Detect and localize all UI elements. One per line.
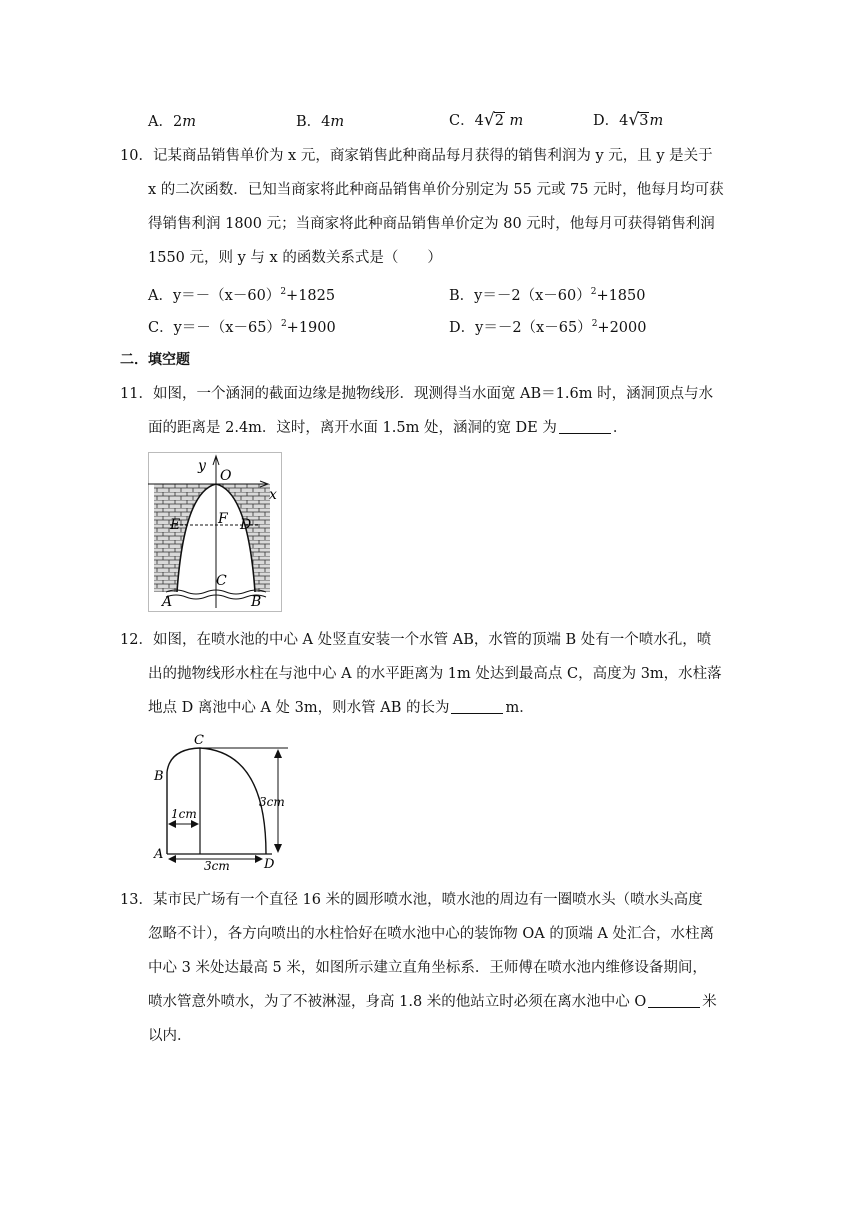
label-o: O (220, 468, 232, 484)
q10-line-4: 1550 元，则 y 与 x 的函数关系式是（ ） (148, 250, 442, 266)
label-width-1: 1cm (171, 807, 197, 821)
label-x: x (269, 487, 277, 503)
q9-option-c: C．4√2 m (449, 110, 524, 130)
q13-line-4: 喷水管意外喷水，为了不被淋湿，身高 1.8 米的他站立时必须在离水池中心 O 米 (148, 994, 717, 1010)
label-f: F (218, 511, 228, 527)
label-e: E (170, 517, 181, 533)
label-c: C (216, 573, 227, 589)
label-b: B (154, 769, 164, 784)
q12-answer-blank (451, 699, 503, 714)
q11-line-1: 11．如图，一个涵洞的截面边缘是抛物线形．现测得当水面宽 AB＝1.6m 时，涵洞顶点与水 (120, 386, 714, 402)
q11-line-2: 面的距离是 2.4m．这时，离开水面 1.5m 处，涵洞的宽 DE 为 ． (148, 420, 628, 436)
q12-line-1: 12．如图，在喷水池的中心 A 处竖直安装一个水管 AB，水管的顶端 B 处有一个喷水孔，喷 (120, 632, 712, 648)
q10-line-2: x 的二次函数．已知当商家将此种商品销售单价分别定为 55 元或 75 元时，他每月均可获 (148, 182, 724, 198)
q9-option-b: B．4m (296, 114, 345, 130)
label-a: A (162, 594, 173, 610)
label-a: A (154, 847, 164, 862)
q12-line-3: 地点 D 离池中心 A 处 3m，则水管 AB 的长为 m． (148, 700, 534, 716)
q10-option-c: C．$y=-(x-65)^2+1900$ (148, 319, 336, 336)
q10-option-d: D．$y=-2(x-65)^2+2000$ (449, 319, 647, 336)
q9-option-a: A．2m (148, 114, 196, 130)
section-heading-fill-in: 二．填空题 (120, 352, 190, 368)
label-y: y (198, 458, 206, 474)
label-d: D (240, 517, 252, 533)
q13-line-3: 中心 3 米处达最高 5 米，如图所示建立直角坐标系．王师傅在喷水池内维修设备期间， (148, 960, 707, 976)
q12-line-2: 出的抛物线形水柱在与池中心 A 的水平距离为 1m 处达到最高点 C，高度为 3m，水柱落 (148, 666, 722, 682)
label-d: D (264, 857, 275, 872)
q10-option-a: A．$y=-(x-60)^2+1825$ (148, 287, 336, 304)
q13-answer-blank (648, 993, 700, 1008)
label-c: C (194, 733, 204, 748)
q9-option-d: D．4√3m (593, 110, 664, 130)
q13-line-1: 13．某市民广场有一个直径 16 米的圆形喷水池，喷水池的周边有一圈喷水头（喷水头高度 (120, 892, 703, 908)
q10-line-1: 10．记某商品销售单价为 x 元，商家销售此种商品每月获得的销售利润为 y 元，且 y 是关于 (120, 148, 713, 164)
label-width-3: 3cm (204, 859, 230, 872)
q12-fountain-figure (148, 732, 296, 872)
q10-option-b: B．$y=-2(x-60)^2+1850$ (449, 287, 646, 304)
q11-culvert-figure (148, 452, 282, 612)
q13-line-2: 忽略不计），各方向喷出的水柱恰好在喷水池中心的装饰物 OA 的顶端 A 处汇合，水柱离 (148, 926, 715, 942)
q10-line-3: 得销售利润 1800 元；当商家将此种商品销售单价定为 80 元时，他每月可获得销售利润 (148, 216, 715, 232)
q11-answer-blank (559, 419, 611, 434)
label-b: B (251, 594, 262, 610)
q13-line-5: 以内． (148, 1028, 192, 1044)
label-height: 3cm (259, 795, 285, 809)
